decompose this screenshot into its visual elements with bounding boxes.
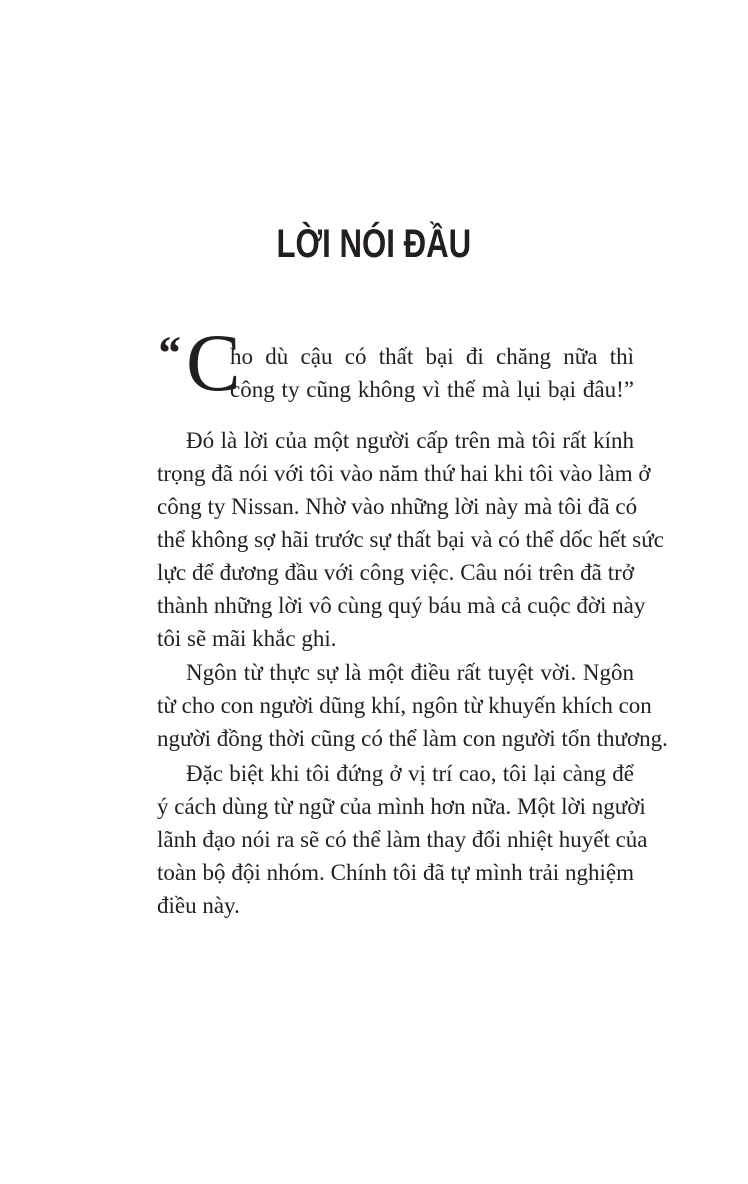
paragraph-1-line: thể không sợ hãi trước sự thất bại và có thể dốc hết sức xyxy=(157,527,664,552)
paragraph-1-line: công ty Nissan. Nhờ vào những lời này mà tôi đã có xyxy=(157,494,638,519)
paragraph-1-line: tôi sẽ mãi khắc ghi. xyxy=(157,626,337,651)
paragraph-3-line: toàn bộ đội nhóm. Chính tôi đã tự mình trải nghiệm xyxy=(157,860,634,885)
paragraph-3-line: ý cách dùng từ ngữ của mình hơn nữa. Một lời người xyxy=(157,794,646,819)
paragraph-3-line: điều này. xyxy=(157,893,240,918)
paragraph-3-line: Đặc biệt khi tôi đứng ở vị trí cao, tôi lại càng để xyxy=(186,761,634,786)
open-quote-mark: “ xyxy=(156,327,180,380)
chapter-title xyxy=(0,222,748,267)
chapter-title-text: LỜI NÓI ĐẦU xyxy=(276,222,472,266)
paragraph-2-line: từ cho con người dũng khí, ngôn từ khuyến khích con xyxy=(157,693,652,718)
paragraph-2-line: Ngôn từ thực sự là một điều rất tuyệt vời. Ngôn xyxy=(186,660,634,685)
paragraph-1-line: thành những lời vô cùng quý báu mà cả cuộc đời này xyxy=(157,593,646,618)
paragraph-2-line: người đồng thời cũng có thể làm con người tổn thương. xyxy=(157,726,668,751)
drop-cap: C xyxy=(186,317,241,408)
paragraph-1-line: trọng đã nói với tôi vào năm thứ hai khi tôi vào làm ở xyxy=(157,461,651,486)
quote-line: công ty cũng không vì thế mà lụi bại đâu!” xyxy=(230,377,634,402)
paragraph-1-line: Đó là lời của một người cấp trên mà tôi rất kính xyxy=(186,428,634,453)
paragraph-3-line: lãnh đạo nói ra sẽ có thể làm thay đổi nhiệt huyết của xyxy=(157,827,648,852)
quote-line: ho dù cậu có thất bại đi chăng nữa thì xyxy=(230,344,634,369)
paragraph-1-line: lực để đương đầu với công việc. Câu nói trên đã trở xyxy=(157,560,634,585)
